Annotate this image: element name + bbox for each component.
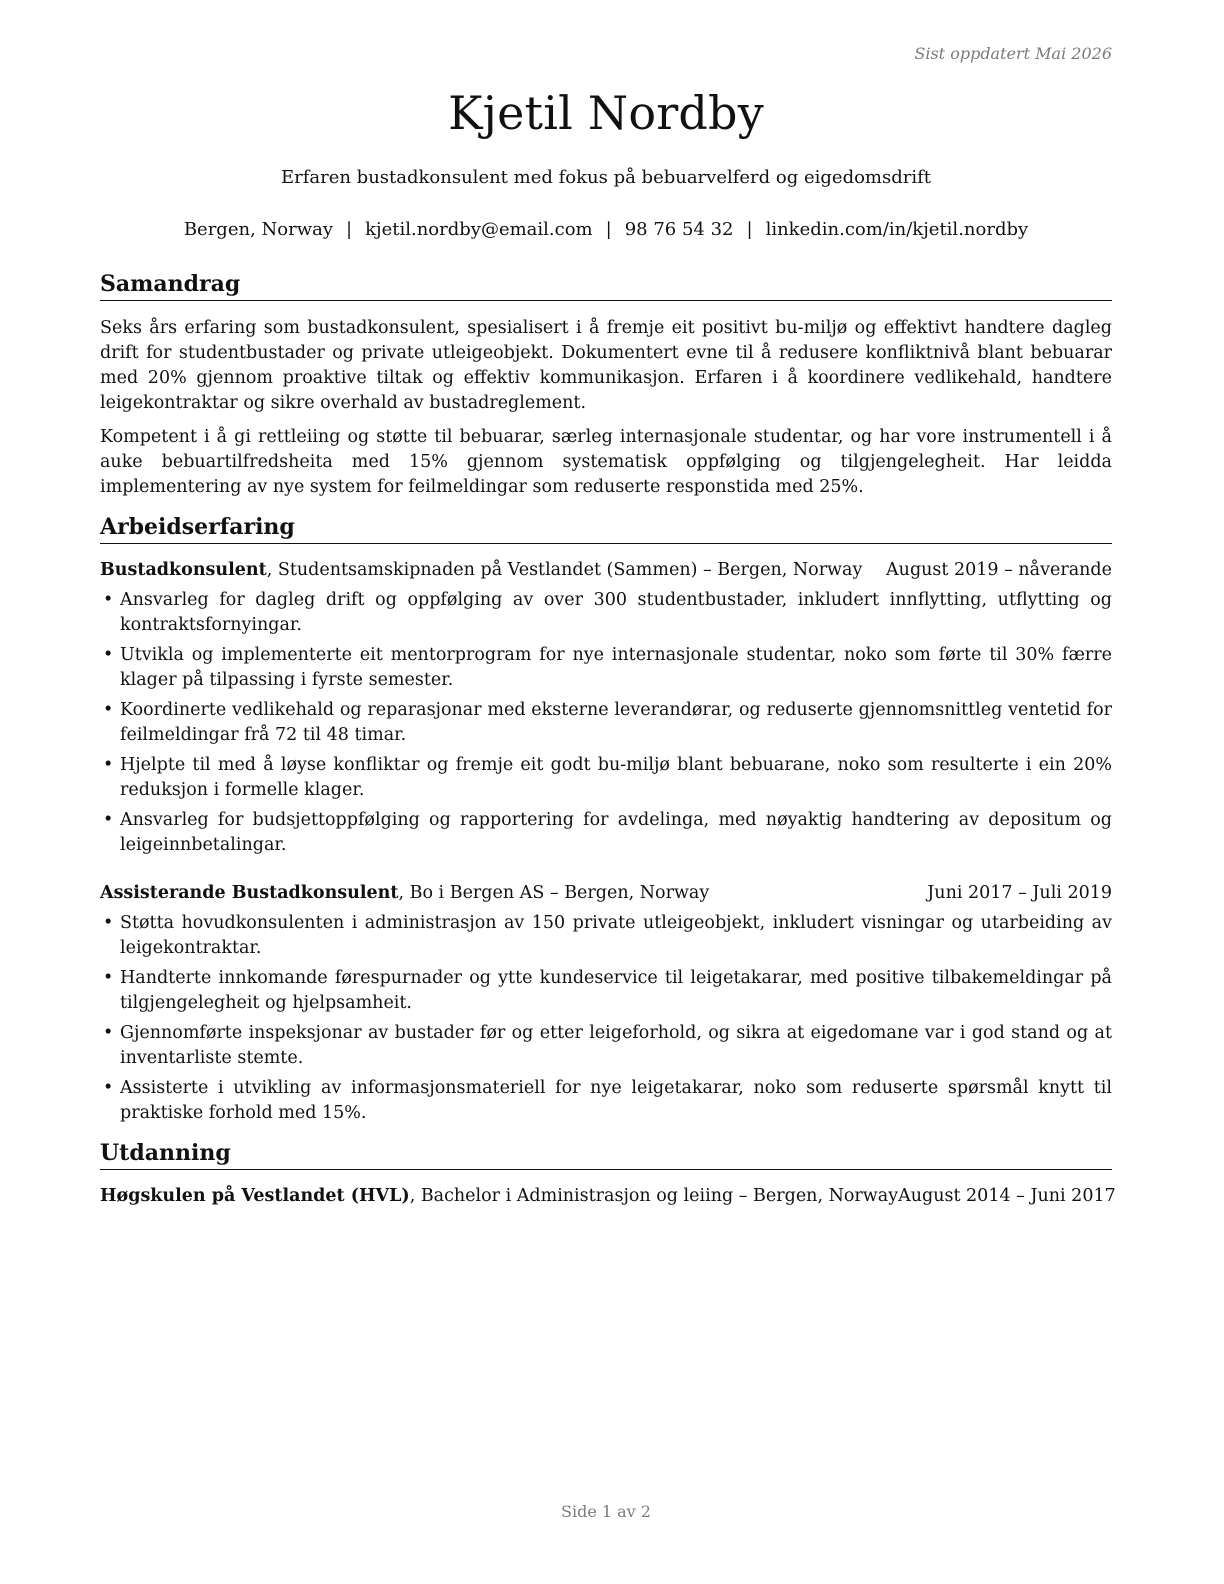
resume-page: [100, 0, 1116, 1584]
list-item: [100, 1076, 1112, 1126]
list-item: [100, 1021, 1112, 1071]
education-heading: Utdanning: [100, 1139, 1112, 1170]
bullet-icon: •: [103, 755, 114, 775]
bullet-icon: •: [103, 810, 114, 830]
experience-heading: Arbeidserfaring: [100, 513, 1112, 544]
contact-location: Bergen, Norway: [183, 219, 334, 240]
list-item: [100, 698, 1112, 748]
list-item: [100, 808, 1112, 858]
list-item: [100, 588, 1112, 638]
candidate-name: Kjetil Nordby: [448, 86, 764, 140]
job-title-line: [100, 881, 709, 906]
bullet-icon: •: [103, 913, 114, 933]
job-role: Assisterande Bustadkonsulent: [100, 883, 399, 903]
job-role: Bustadkonsulent: [100, 560, 267, 580]
job-header: [100, 558, 1112, 583]
bullet-icon: •: [103, 645, 114, 665]
contact-separator: |: [746, 219, 753, 240]
summary-section: [100, 270, 1112, 500]
job-bullets: [100, 911, 1112, 1126]
contact-separator: |: [605, 219, 612, 240]
education-dates: August 2014 – Juni 2017: [898, 1186, 1116, 1206]
bullet-text: Ansvarleg for budsjettoppfølging og rapportering for avdelinga, med nøyaktig handtering av depositum og leigeinnbetalingar.: [120, 810, 1112, 855]
job-dates: Juni 2017 – Juli 2019: [927, 883, 1112, 903]
bullet-text: Koordinerte vedlikehald og reparasjonar med eksterne leverandørar, og reduserte gjennomsnittleg ventetid for feilmeldingar frå 72 til 48 timar.: [120, 700, 1112, 745]
bullet-text: Utvikla og implementerte eit mentorprogram for nye internasjonale studentar, noko som førte til 30% færre klager på tilpassing i fyrste semester.: [120, 645, 1112, 690]
job-entry: [100, 558, 1112, 858]
list-item: [100, 753, 1112, 803]
bullet-icon: •: [103, 1023, 114, 1043]
contact-phone: 98 76 54 32: [624, 219, 734, 240]
bullet-text: Handterte innkomande førespurnader og ytte kundeservice til leigetakarar, med positive tilbakemeldingar på tilgjengelegheit og hjelpsamheit.: [120, 968, 1112, 1013]
education-school: Høgskulen på Vestlandet (HVL): [100, 1186, 410, 1206]
job-header: [100, 881, 1112, 906]
page-number: Side 1 av 2: [561, 1502, 651, 1521]
education-title-line: [100, 1184, 898, 1209]
bullet-text: Gjennomførte inspeksjonar av bustader før og etter leigeforhold, og sikra at eigedomane var i god stand og at inventarliste stemte.: [120, 1023, 1112, 1068]
job-entry: [100, 881, 1112, 1126]
contact-line: [100, 219, 1112, 240]
tagline: Erfaren bustadkonsulent med fokus på bebuarvelferd og eigedomsdrift: [280, 167, 932, 188]
education-entry: [100, 1184, 1116, 1209]
education-degree: , Bachelor i Administrasjon og leiing – Bergen, Norway: [409, 1186, 899, 1206]
bullet-text: Hjelpte til med å løyse konfliktar og fremje eit godt bu-miljø blant bebuarane, noko som resulterte i ein 20% reduksjon i formelle klager.: [120, 755, 1112, 800]
list-item: [100, 643, 1112, 693]
list-item: [100, 966, 1112, 1016]
summary-paragraph: Seks års erfaring som bustadkonsulent, spesialisert i å fremje eit positivt bu-miljø og effektivt handtere dagleg drift for studentbustader og private utleigeobjekt. Dokumentert evne til å redusere konfliktnivå blant bebuarar med 20% gjennom proaktive tiltak og effektiv kommunikasjon. Erfaren i å koordinere vedlikehald, handtere leigekontraktar og sikre overhald av bustadreglement.: [100, 318, 1112, 413]
education-section: [100, 1139, 1116, 1209]
bullet-text: Ansvarleg for dagleg drift og oppfølging av over 300 studentbustader, inkludert innflytting, utflytting og kontraktsfornyingar.: [120, 590, 1112, 635]
bullet-icon: •: [103, 1078, 114, 1098]
job-employer: , Bo i Bergen AS – Bergen, Norway: [398, 883, 710, 903]
bullet-text: Assisterte i utvikling av informasjonsmateriell for nye leigetakarar, noko som reduserte spørsmål knytt til praktiske forhold med 15%.: [120, 1078, 1112, 1123]
bullet-icon: •: [103, 700, 114, 720]
summary-paragraph: Kompetent i å gi rettleiing og støtte til bebuarar, særleg internasjonale studentar, og har vore instrumentell i å auke bebuartilfredsheita med 15% gjennom systematisk oppfølging og tilgjengelegheit. Har leidda implementering av nye system for feilmeldingar som reduserte responstida med 25%.: [100, 427, 1112, 497]
contact-separator: |: [346, 219, 353, 240]
job-bullets: [100, 588, 1112, 858]
job-dates: August 2019 – nåverande: [886, 560, 1112, 580]
contact-email[interactable]: kjetil.nordby@email.com: [365, 219, 593, 240]
experience-section: [100, 513, 1112, 1126]
job-employer: , Studentsamskipnaden på Vestlandet (Sammen) – Bergen, Norway: [266, 560, 863, 580]
last-updated: Sist oppdatert Mai 2026: [914, 44, 1112, 63]
list-item: [100, 911, 1112, 961]
summary-heading: Samandrag: [100, 270, 1112, 301]
contact-linkedin[interactable]: linkedin.com/in/kjetil.nordby: [765, 219, 1029, 240]
bullet-icon: •: [103, 590, 114, 610]
bullet-icon: •: [103, 968, 114, 988]
job-title-line: [100, 558, 862, 583]
bullet-text: Støtta hovudkonsulenten i administrasjon av 150 private utleigeobjekt, inkludert visningar og utarbeiding av leigekontraktar.: [120, 913, 1112, 958]
